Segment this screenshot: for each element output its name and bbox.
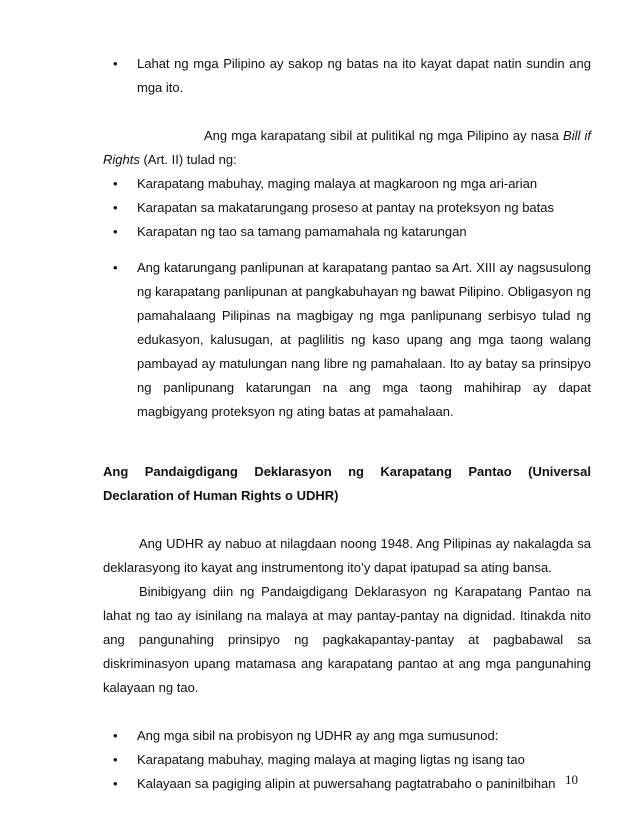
page-content [103,52,591,796]
list-item: • Karapatan ng tao sa tamang pamamahala ng katarungan [103,220,591,244]
list-item: • Karapatan sa makatarungang proseso at pantay na proteksyon ng batas [103,196,591,220]
heading-line-2: Declaration of Human Rights o UDHR) [103,488,339,503]
bill-of-rights-intro [103,124,591,172]
bill-of-rights-italic: Bill if [563,128,592,143]
bill-of-rights-line-1 [103,124,591,148]
list-item: • Karapatang mabuhay, maging malaya at magkaroon ng mga ari-arian [103,172,591,196]
section-heading [103,460,591,508]
rights-list [103,172,591,244]
rights-italic: Rights [103,152,140,167]
rights-text: (Art. II) tulad ng: [139,152,237,167]
list-item: • Kalayaan sa pagiging alipin at puwersahang pagtatrabaho o paninilbihan [103,772,591,796]
udhr-paragraph: Binibigyang diin ng Pandaigdigang Deklarasyon ng Karapatang Pantao na lahat ng tao ay isinilang na malaya at may pantay-pantay na dignidad. Itinakda nito ang pangunahing prinsipyo ng pagkakapantay-pantay at pagbabawal sa diskriminasyon upang matamasa ang karapatang pantao at ang mga pangunahing kalayaan ng tao. [103,584,591,695]
list-item: • Lahat ng mga Pilipino ay sakop ng batas na ito kayat dapat natin sundin ang mga ito. [103,52,591,100]
bill-of-rights-line-2 [103,148,591,172]
udhr-paragraph: Ang UDHR ay nabuo at nilagdaan noong 1948. Ang Pilipinas ay nakalagda sa deklarasyong ito kayat ang instrumentong ito’y dapat ipatupad sa ating bansa. [103,536,591,575]
page-number: 10 [565,772,578,787]
udhr-list [103,724,591,796]
social-justice-list [103,256,591,424]
top-bullet-list [103,52,591,100]
list-item: • Karapatang mabuhay, maging malaya at maging ligtas ng isang tao [103,748,591,772]
heading-line-1: Ang Pandaigdigang Deklarasyon ng Karapatang Pantao (Universal [103,464,591,479]
list-item: • Ang mga sibil na probisyon ng UDHR ay ang mga sumusunod: [103,724,591,748]
bill-of-rights-text: Ang mga karapatang sibil at pulitikal ng mga Pilipino ay nasa [204,128,564,143]
social-justice-paragraph: • Ang katarungang panlipunan at karapatang pantao sa Art. XIII ay nagsusulong ng karapatang panlipunan at pangkabuhayan ng bawat Pilipino. Obligasyon ng pamahalaang Pilipinas na magbigay ng mga panlipunang serbisyo tulad ng edukasyon, kalusugan, at paglilitis ng kaso upang ang mga taong walang pambayad ay matulungan nang libre ng pamahalaan. Ito ay batay sa prinsipyo ng panlipunang katarungan na ang mga taong mahihirap ay dapat magbigyang proteksyon ng ating batas at pamahalaan. [103,256,591,424]
